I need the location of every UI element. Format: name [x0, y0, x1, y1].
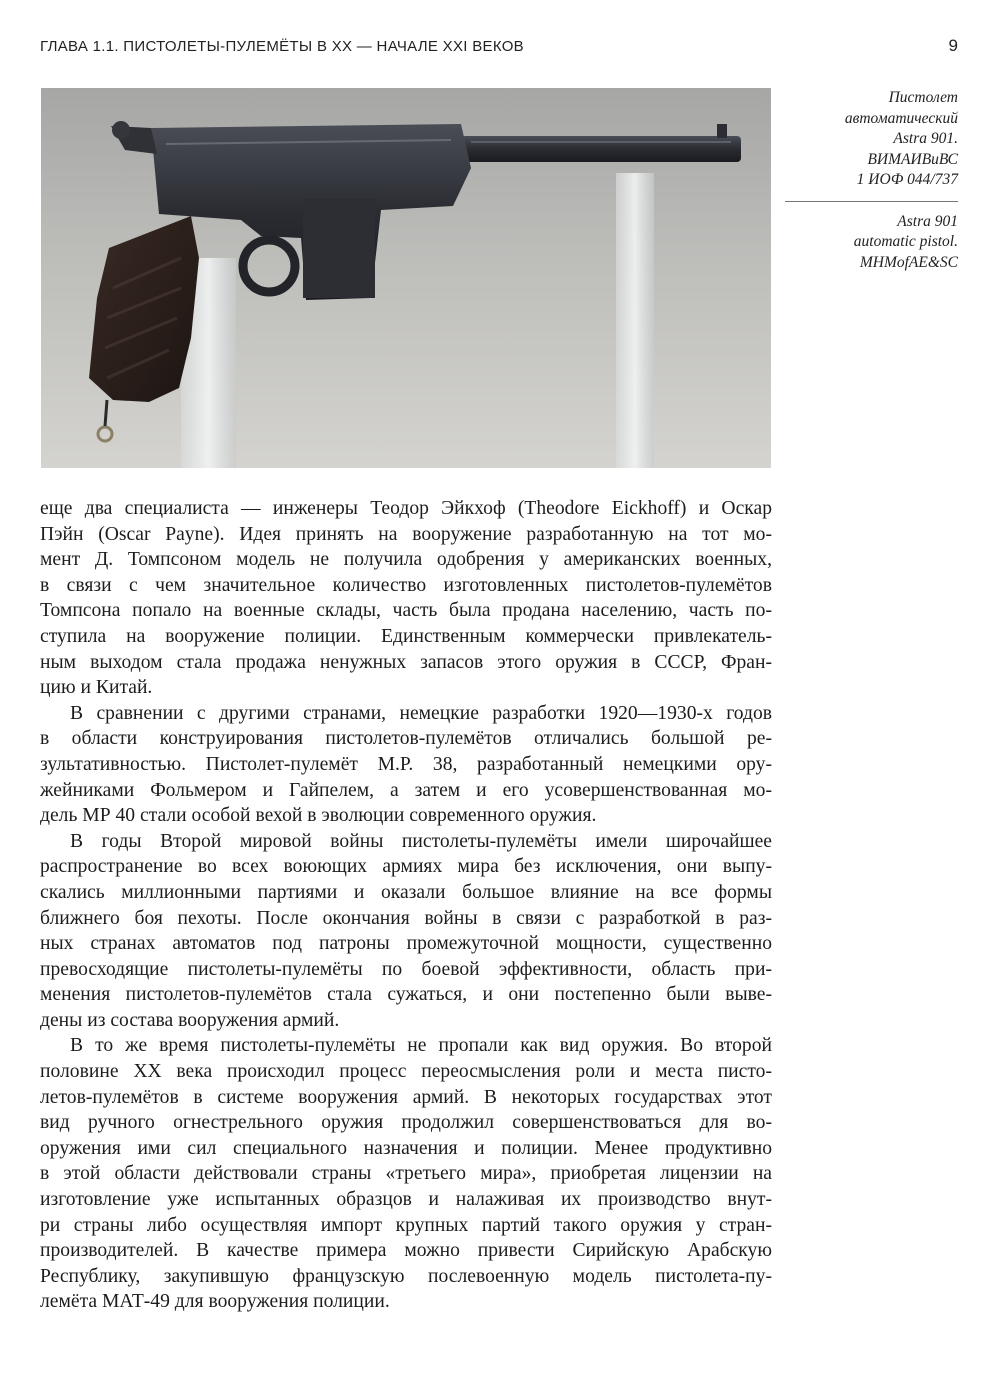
- caption-line: MHMofAE&SC: [859, 253, 958, 271]
- caption-ru: [785, 88, 958, 202]
- text-line: еще два специалиста — инженеры Теодор Эйкхоф (Theodore Eickhoff) и Оскар: [40, 498, 772, 519]
- text-line: в связи с чем значительное количество изготовленных пистолетов-пулемётов: [40, 574, 772, 596]
- text-line: изготовление уже испытанных образцов и налаживая их производство внут-: [40, 1189, 772, 1211]
- text-line: ближнего боя пехоты. После окончания войны в связи с разработкой в раз-: [40, 907, 772, 929]
- text-line: превосходящие пистолеты-пулемёты по боевой эффективности, область при-: [40, 958, 772, 980]
- text-line: ных странах автоматов под патроны промежуточной мощности, существенно: [40, 933, 772, 955]
- text-line: скались миллионными партиями и оказали большое влияние на все формы: [40, 881, 772, 903]
- text-line: вид ручного огнестрельного оружия продолжил совершенствоваться для во-: [40, 1112, 772, 1134]
- pistol-photo: [41, 88, 771, 468]
- page-number: 9: [948, 36, 958, 55]
- paragraph: [40, 496, 772, 701]
- text-line: дены из состава вооружения армий.: [40, 1009, 340, 1031]
- text-line: Томпсона попало на военные склады, часть была продана населению, часть по-: [40, 600, 772, 622]
- caption-line: ВИМАИВиВС: [867, 150, 958, 168]
- body-text: [40, 496, 772, 1315]
- text-line: мент Д. Томпсоном модель не получила одобрения у американских военных,: [40, 549, 772, 571]
- display-stand-right: [616, 173, 654, 468]
- text-line: лемёта МАТ-49 для вооружения полиции.: [40, 1291, 390, 1313]
- text-line: ри страны либо осуществляя импорт крупных партий такого оружия у стран-: [40, 1214, 772, 1236]
- text-line: жейниками Фольмером и Гайпелем, а затем и его усовершенствованная мо-: [40, 779, 772, 801]
- text-line: летов-пулемётов в системе вооружения армий. В некоторых государствах этот: [40, 1086, 772, 1108]
- text-line: дель МР 40 стали особой вехой в эволюции современного оружия.: [40, 805, 597, 827]
- caption-line: автоматический: [844, 109, 958, 127]
- text-line: цию и Китай.: [40, 677, 153, 699]
- text-line: ступила на вооружение полиции. Единственным коммерчески привлекатель-: [40, 625, 772, 647]
- text-line: Пэйн (Oscar Payne). Идея принять на вооружение разработанную на тот мо-: [40, 523, 772, 545]
- text-line: ным выходом стала продажа ненужных запасов этого оружия в СССР, Фран-: [40, 651, 772, 673]
- caption-line: Astra 901: [897, 212, 958, 230]
- paragraph: [40, 1033, 772, 1315]
- text-line: в области конструирования пистолетов-пулемётов отличались большой ре-: [40, 728, 772, 750]
- text-line: Республику, закупившую французскую послевоенную модель пистолета-пу-: [40, 1265, 772, 1287]
- text-line: В сравнении с другими странами, немецкие разработки 1920—1930-х годов: [70, 702, 772, 724]
- text-line: производителей. В качестве примера можно привести Сирийскую Арабскую: [40, 1240, 772, 1262]
- figure-caption: [785, 88, 958, 273]
- text-line: половине XX века происходил процесс переосмысления роли и места писто-: [40, 1061, 772, 1083]
- text-line: В годы Второй мировой войны пистолеты-пулемёты имели широчайшее: [70, 830, 772, 852]
- text-line: оружения ими сил специального назначения и полиции. Менее продуктивно: [40, 1137, 772, 1159]
- caption-line: Пистолет: [888, 89, 958, 106]
- paragraph: [40, 829, 772, 1034]
- text-line: в этой области действовали страны «третьего мира», приобретая лицензии на: [40, 1163, 772, 1185]
- caption-line: 1 ИОФ 044/737: [856, 171, 958, 188]
- text-line: зультативностью. Пистолет-пулемёт М.Р. 38, разработанный немецкими ору-: [40, 753, 772, 775]
- text-line: менения пистолетов-пулемётов стала сужаться, и они постепенно были выве-: [40, 984, 772, 1006]
- paragraph: [40, 701, 772, 829]
- text-line: распространение во всех воюющих армиях мира без исключения, они выпу-: [40, 856, 772, 878]
- caption-line: Astra 901.: [893, 130, 958, 147]
- caption-en: [785, 202, 958, 274]
- running-header: ГЛАВА 1.1. ПИСТОЛЕТЫ-ПУЛЕМЁТЫ В XX — НАЧАЛЕ XXI ВЕКОВ: [40, 38, 524, 55]
- text-line: В то же время пистолеты-пулемёты не пропали как вид оружия. Во второй: [70, 1035, 772, 1057]
- caption-line: automatic pistol.: [853, 233, 958, 250]
